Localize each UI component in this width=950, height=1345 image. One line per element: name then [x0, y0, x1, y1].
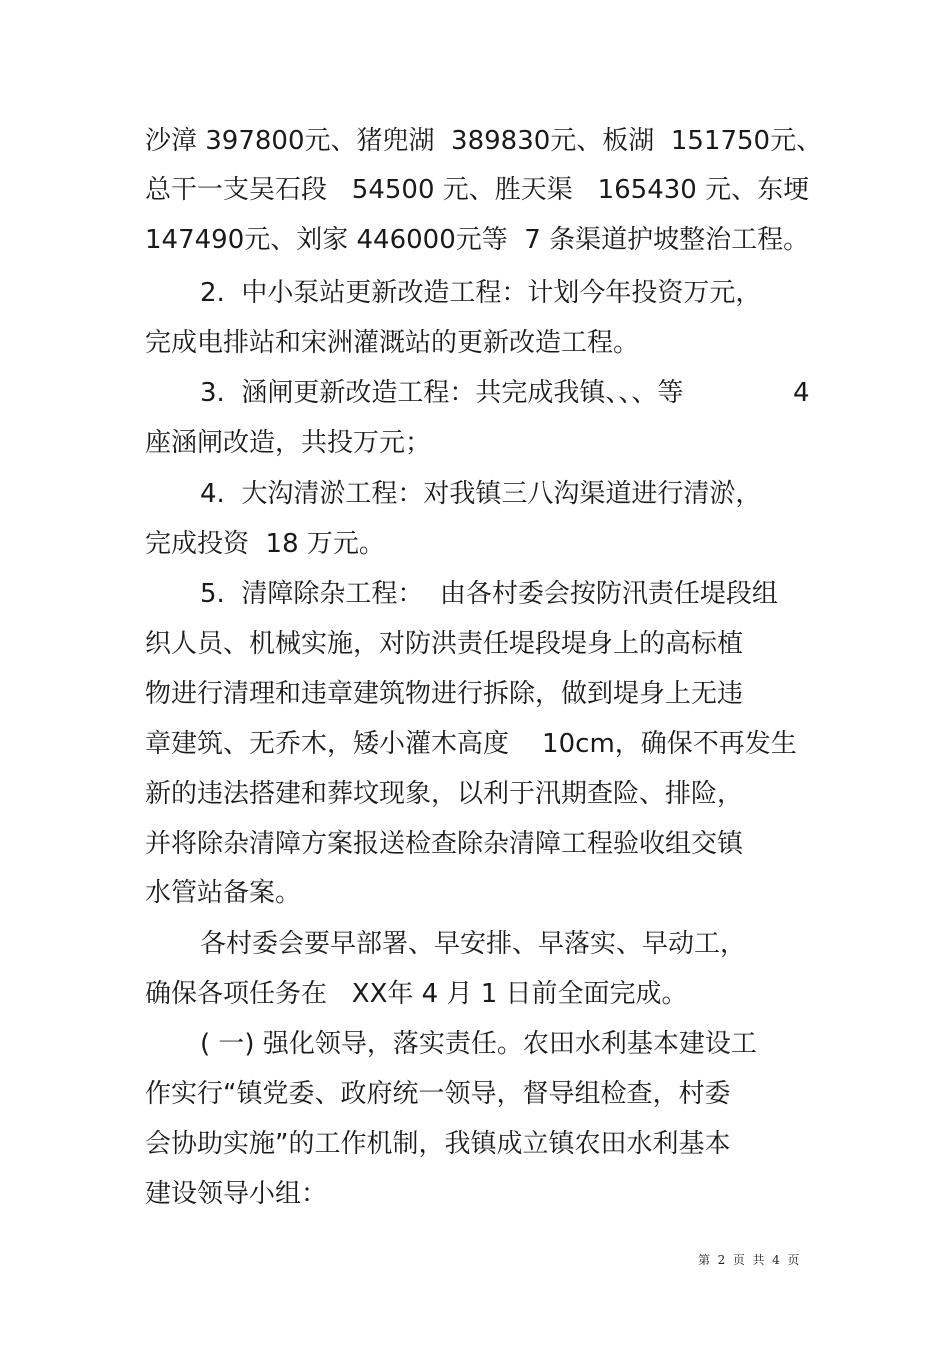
text-line-19: ( 一) 强化领导，落实责任。农田水利基本建设工 [200, 1029, 757, 1059]
text-line-12: 物进行清理和违章建筑物进行拆除，做到堤身上无违 [145, 679, 744, 709]
text-line-6: 3. 涵闸更新改造工程：共完成我镇、、、等 [200, 378, 684, 408]
text-line-7: 座涵闸改造，共投万元； [145, 428, 432, 458]
text-line-16: 水管站备案。 [145, 878, 302, 908]
text-line-10: 5. 清障除杂工程： 由各村委会按防汛责任堤段组 [200, 579, 778, 609]
text-line-13: 章建筑、无乔木，矮小灌木高度 10cm，确保不再发生 [145, 729, 797, 759]
text-line-22: 建设领导小组： [145, 1179, 328, 1209]
text-line-20: 作实行“镇党委、政府统一领导，督导组检查，村委 [145, 1079, 731, 1109]
text-line-11: 织人员、机械实施，对防洪责任堤段堤身上的高标植 [145, 629, 744, 659]
text-line-18: 确保各项任务在 XX年 4 月 1 日前全面完成。 [145, 979, 688, 1009]
text-line-8: 4. 大沟清淤工程：对我镇三八沟渠道进行清淤， [200, 479, 762, 509]
text-line-6-number: 4 [793, 378, 810, 408]
text-line-17: 各村委会要早部署、早安排、早落实、早动工， [200, 929, 747, 959]
text-line-3: 147490元、刘家 446000元等 7 条渠道护坡整治工程。 [145, 225, 810, 255]
page-number-footer: 第 2 页 共 4 页 [698, 1253, 800, 1267]
text-line-9: 完成投资 18 万元。 [145, 529, 385, 559]
text-line-14: 新的违法搭建和葬坟现象，以利于汛期查险、排险， [145, 779, 744, 809]
text-line-4: 2. 中小泵站更新改造工程：计划今年投资万元， [200, 278, 762, 308]
text-line-21: 会协助实施”的工作机制，我镇成立镇农田水利基本 [145, 1129, 731, 1159]
text-line-2: 总干一支吴石段 54500 元、胜天渠 165430 元、东埂 [145, 175, 810, 205]
text-line-5: 完成电排站和宋洲灌溉站的更新改造工程。 [145, 328, 640, 358]
text-line-15: 并将除杂清障方案报送检查除杂清障工程验收组交镇 [145, 829, 744, 859]
text-line-1: 沙漳 397800元、猪兜湖 389830元、板湖 151750元、 [145, 126, 823, 156]
